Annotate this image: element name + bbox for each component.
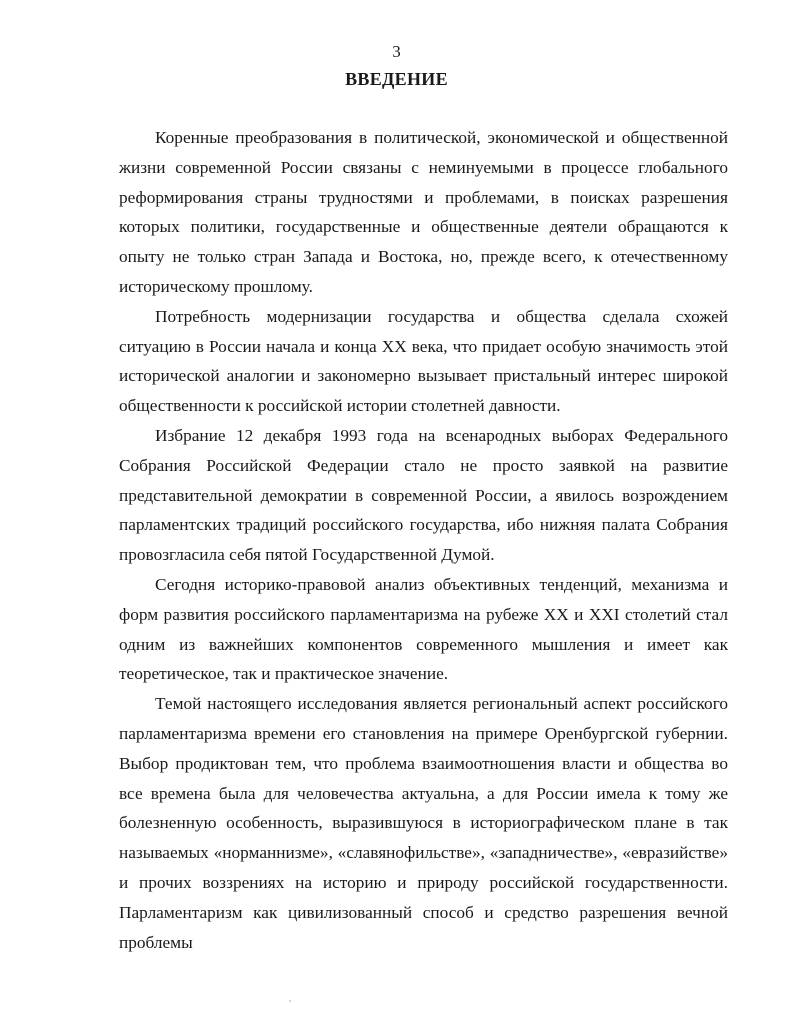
page-number: 3: [392, 42, 401, 61]
paragraph-3: Избрание 12 декабря 1993 года на всенародных выборах Федерального Собрания Российской Федерации стало не просто заявкой на развитие представительной демократии в современной России, а явилось возрождением парламентских традиций российского государства, ибо нижняя палата Собрания провозгласила себя пятой Государственной Думой.: [119, 425, 728, 565]
document-body: [119, 123, 728, 957]
paragraph-5: Темой настоящего исследования является региональный аспект российского парламентаризма времени его становления на примере Оренбургской губернии. Выбор продиктован тем, что проблема взаимоотношения власти и общества во все времена была для человечества актуальна, а для России имела к тому же болезненную особенность, выразившуюся в историографическом плане в так называемых «норманнизме», «славянофильстве», «западничестве», «евразийстве» и прочих воззрениях на историю и природу российской государственности. Парламентаризм как цивилизованный способ и средство разрешения вечной проблемы: [119, 694, 728, 952]
paragraph-1: Коренные преобразования в политической, экономической и общественной жизни современной России связаны с неминуемыми в процессе глобального реформирования страны трудностями и проблемами, в поисках разрешения которых политики, государственные и общественные деятели обращаются к опыту не только стран Запада и Востока, но, прежде всего, к отечественному историческому прошлому.: [119, 128, 728, 296]
paragraph-4: Сегодня историко-правовой анализ объективных тенденций, механизма и форм развития российского парламентаризма на рубеже XX и XXI столетий стал одним из важнейших компонентов современного мышления и имеет как теоретическое, так и практическое значение.: [119, 574, 728, 684]
page-title: ВВЕДЕНИЕ: [345, 69, 448, 89]
scan-speck: [289, 1000, 291, 1002]
paragraph-2: Потребность модернизации государства и общества сделала схожей ситуацию в России начала и конца XX века, что придает особую значимость этой исторической аналогии и закономерно вызывает пристальный интерес широкой общественности к российской истории столетней давности.: [119, 306, 728, 416]
